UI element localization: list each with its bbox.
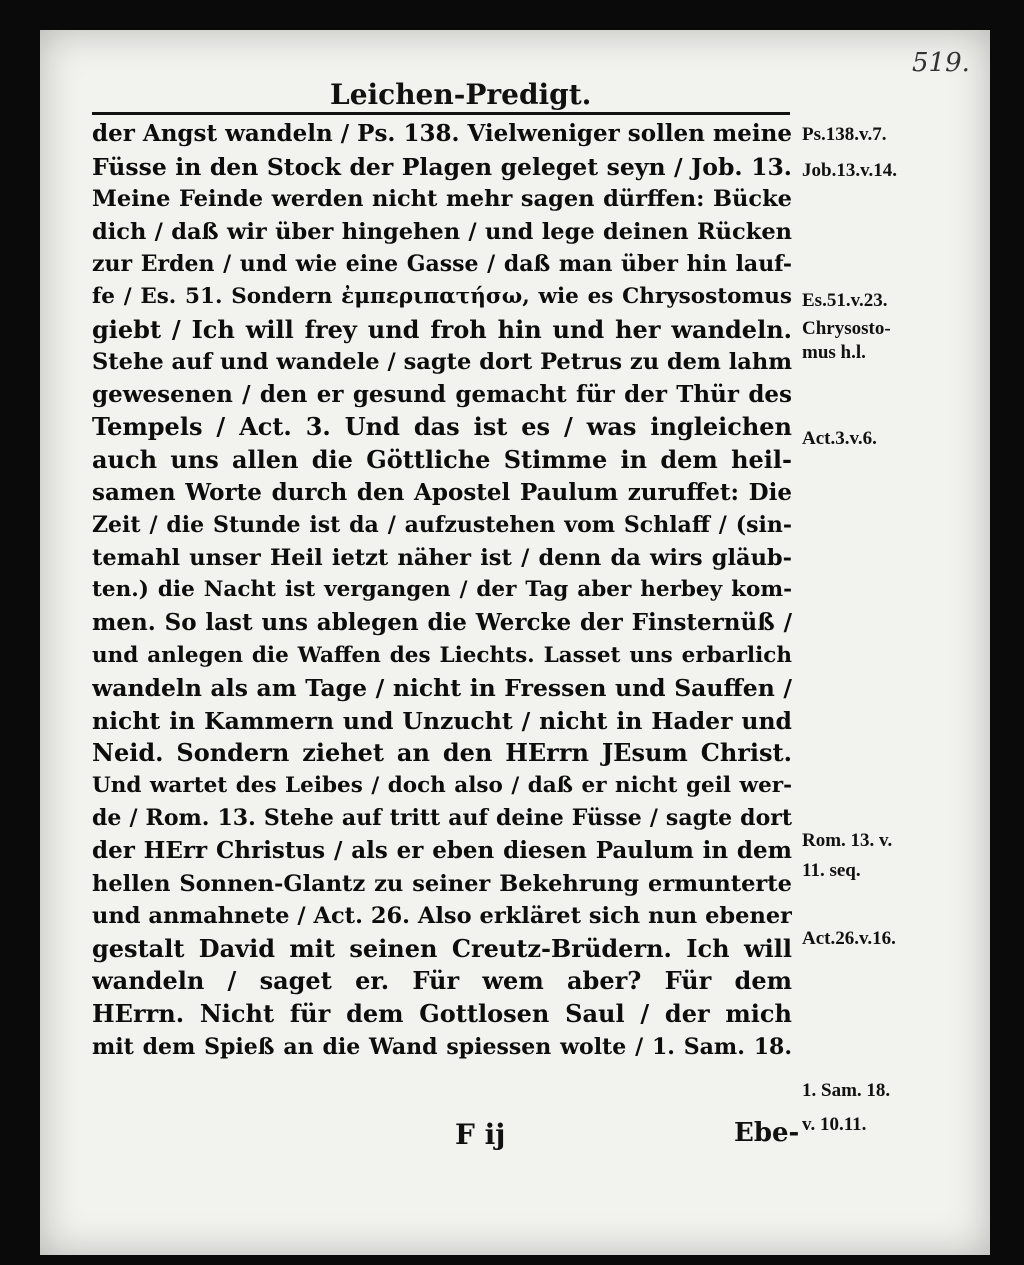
text-line: Meine Feinde werden nicht mehr sagen dürffen: Bücke xyxy=(92,186,792,213)
text-line: auch uns allen die Göttliche Stimme in dem heil- xyxy=(92,444,792,474)
text-line: HErrn. Nicht für dem Gottlosen Saul / der mich xyxy=(92,999,792,1029)
text-line: men. So last uns ablegen die Wercke der Finsternüß / xyxy=(92,608,792,636)
catchword: Ebe- xyxy=(734,1118,800,1148)
text-line: gewesenen / den er gesund gemacht für der Thür des xyxy=(92,380,792,408)
text-line: Stehe auf und wandele / sagte dort Petrus zu dem lahm xyxy=(92,349,792,376)
text-line: der HErr Christus / als er eben diesen Paulum in dem xyxy=(92,837,792,865)
text-line: de / Rom. 13. Stehe auf tritt auf deine Füsse / sagte dort xyxy=(92,805,792,832)
marginal-note: Act.26.v.16. xyxy=(802,928,896,949)
head-rule xyxy=(92,112,790,115)
text-line: giebt / Ich will frey und froh hin und her wandeln. xyxy=(92,314,792,344)
text-line: ten.) die Nacht ist vergangen / der Tag aber herbey kom- xyxy=(92,577,792,603)
text-line: und anlegen die Waffen des Liechts. Lasset uns erbarlich xyxy=(92,642,792,668)
marginal-note: Job.13.v.14. xyxy=(802,160,898,181)
marginal-note: Chrysosto- xyxy=(802,318,891,339)
text-line: zur Erden / und wie eine Gasse / daß man über hin lauf- xyxy=(92,251,792,278)
marginal-note: Ps.138.v.7. xyxy=(802,124,887,145)
text-line: Zeit / die Stunde ist da / aufzustehen vom Schlaff / (sin- xyxy=(92,512,792,539)
page-number: 519. xyxy=(912,48,970,78)
text-line: Neid. Sondern ziehet an den HErrn JEsum Christ. xyxy=(92,738,792,768)
text-line: hellen Sonnen-Glantz zu seiner Bekehrung ermunterte xyxy=(92,870,792,897)
text-line: gestalt David mit seinen Creutz-Brüdern. Ich will xyxy=(92,933,792,963)
marginal-note: Rom. 13. v. xyxy=(802,830,893,851)
text-line: wandeln als am Tage / nicht in Fressen und Sauffen / xyxy=(92,674,792,703)
marginal-note: mus h.l. xyxy=(802,342,866,363)
marginal-note: v. 10.11. xyxy=(802,1114,867,1135)
text-line: dich / daß wir über hingehen / und lege deinen Rücken xyxy=(92,218,792,245)
text-line: Füsse in den Stock der Plagen geleget seyn / Job. 13. xyxy=(92,152,792,181)
text-line: wandeln / saget er. Für wem aber? Für dem xyxy=(92,966,792,996)
main-text-block xyxy=(92,118,792,1063)
text-line: Tempels / Act. 3. Und das ist es / was ingleichen xyxy=(92,412,792,442)
text-line: mit dem Spieß an die Wand spiessen wolte / 1. Sam. 18. xyxy=(92,1033,792,1060)
text-line: der Angst wandeln / Ps. 138. Vielweniger sollen meine xyxy=(92,120,792,147)
text-line: fe / Es. 51. Sondern ἐμπεριπατήσω, wie es Chrysostomus xyxy=(92,283,792,309)
marginal-note: 1. Sam. 18. xyxy=(802,1080,891,1101)
signature-mark: F ij xyxy=(455,1118,506,1151)
text-line: samen Worte durch den Apostel Paulum zuruffet: Die xyxy=(92,478,792,506)
marginal-note: 11. seq. xyxy=(802,860,861,881)
text-line: Und wartet des Leibes / doch also / daß er nicht geil wer- xyxy=(92,772,792,798)
marginal-note: Es.51.v.23. xyxy=(802,290,888,311)
running-head: Leichen-Predigt. xyxy=(330,78,592,111)
text-line: nicht in Kammern und Unzucht / nicht in Hader und xyxy=(92,706,792,735)
marginal-note: Act.3.v.6. xyxy=(802,428,877,449)
text-line: temahl unser Heil ietzt näher ist / denn da wirs gläub- xyxy=(92,544,792,571)
text-line: und anmahnete / Act. 26. Also erkläret sich nun ebener xyxy=(92,903,792,930)
